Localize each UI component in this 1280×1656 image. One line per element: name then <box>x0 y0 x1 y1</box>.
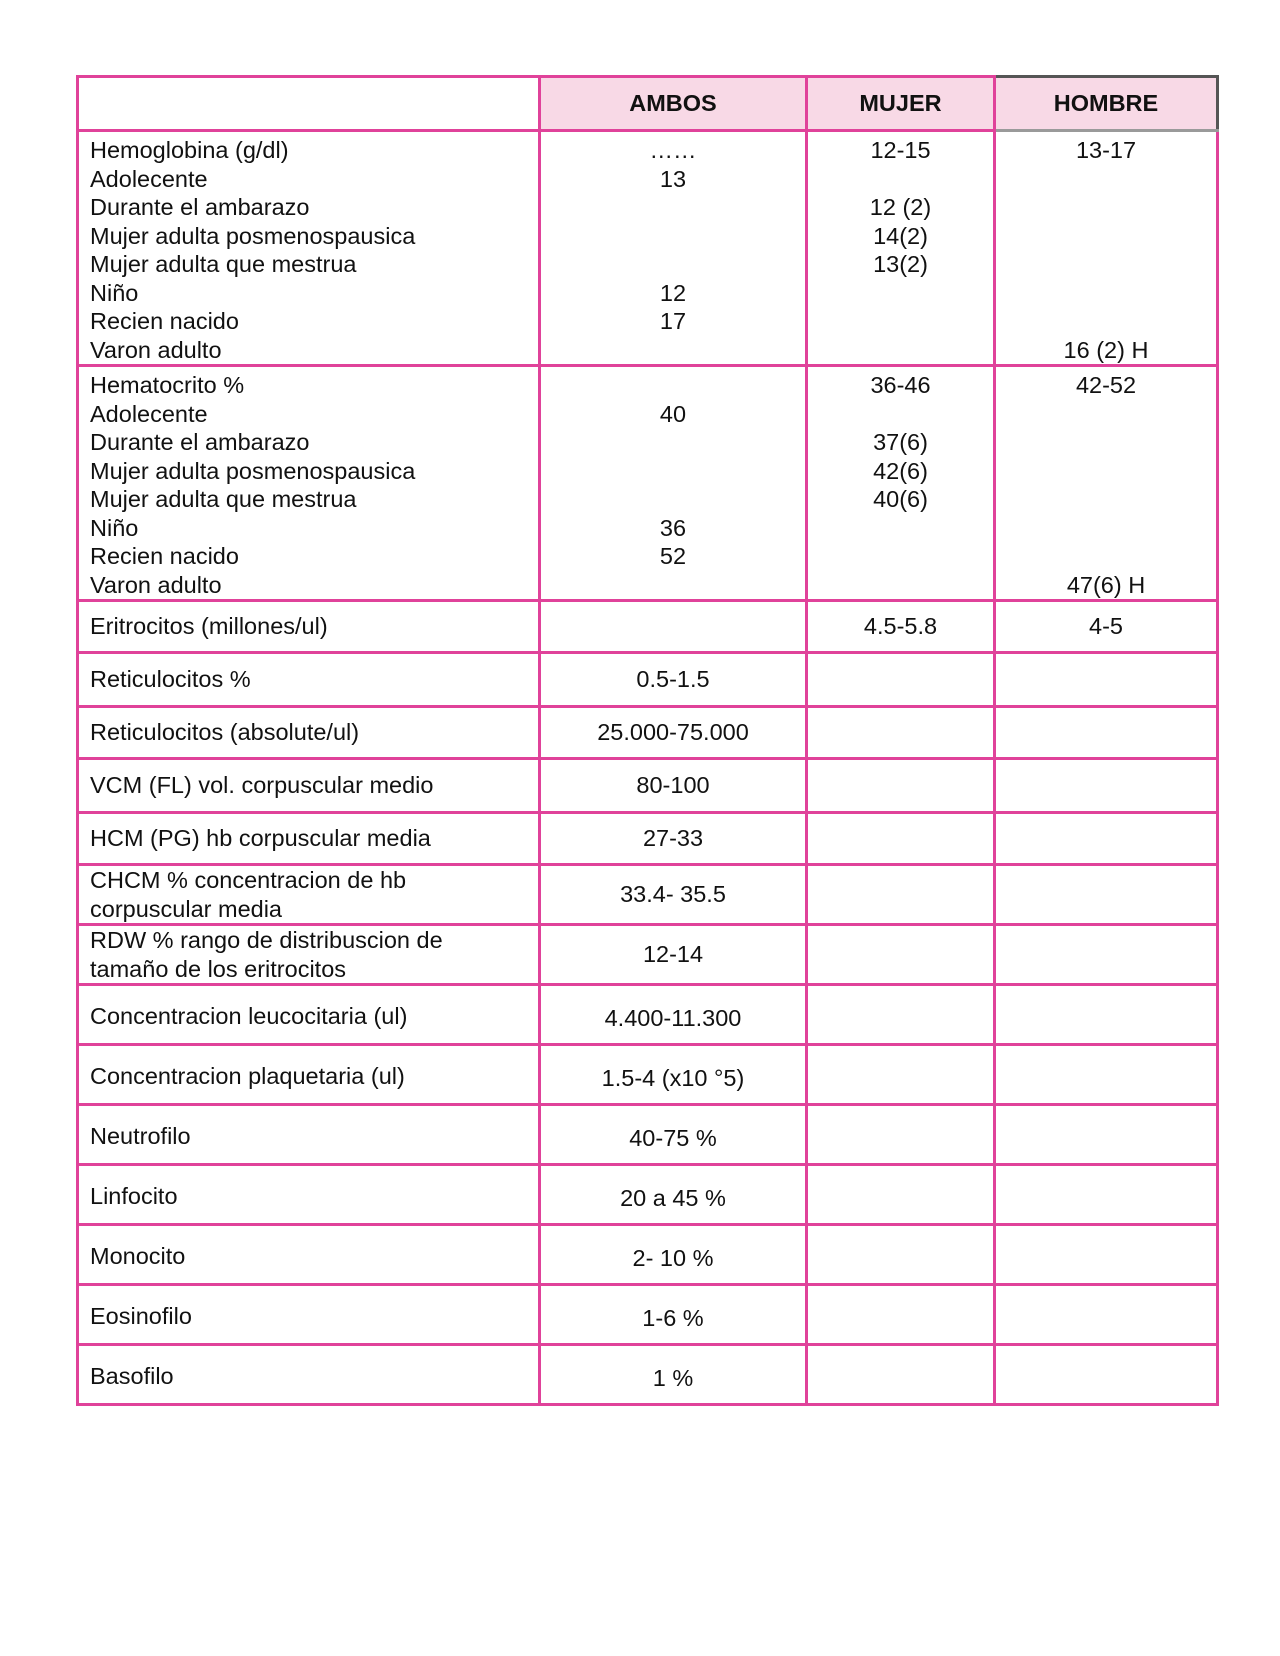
value-ambos <box>540 601 807 653</box>
label-line: Mujer adulta que mestrua <box>90 486 357 512</box>
label-line: Mujer adulta posmenospausica <box>90 222 416 249</box>
empty-cell <box>807 1105 995 1165</box>
row-label: VCM (FL) vol. corpuscular medio <box>78 759 540 813</box>
empty-cell <box>995 1165 1218 1225</box>
label-line: Niño <box>90 514 139 541</box>
value-line <box>996 307 1216 336</box>
value-ambos: 80-100 <box>540 759 807 813</box>
value-line: 17 <box>659 308 687 334</box>
value-line: 16 (2) H <box>1063 336 1149 363</box>
empty-cell <box>995 759 1218 813</box>
value-ambos: 25.000-75.000 <box>540 707 807 759</box>
label-line: Adolecente <box>90 400 208 427</box>
hemoglobina-mujer <box>807 131 995 366</box>
value-line: 36 <box>659 514 687 541</box>
hematocrito-group-row <box>78 366 1218 601</box>
empty-cell <box>995 1345 1218 1405</box>
value-line <box>808 307 993 336</box>
label-line: Mujer adulta posmenospausica <box>90 457 416 484</box>
value-mujer: 4.5-5.8 <box>807 601 995 653</box>
empty-cell <box>995 865 1218 925</box>
empty-cell <box>807 1045 995 1105</box>
row-label: Concentracion plaquetaria (ul) <box>78 1045 540 1105</box>
value-line <box>996 222 1216 251</box>
value-line <box>541 428 805 457</box>
value-line: 13-17 <box>1075 137 1137 163</box>
table-row-neutrofilo <box>78 1105 1218 1165</box>
value-line <box>808 571 993 600</box>
value-hombre: 4-5 <box>995 601 1218 653</box>
table-row-plaquetaria <box>78 1045 1218 1105</box>
row-label: HCM (PG) hb corpuscular media <box>78 813 540 865</box>
row-label: Neutrofilo <box>78 1105 540 1165</box>
value-line <box>808 165 993 194</box>
value-line: 14(2) <box>873 222 928 249</box>
table-row-basofilo <box>78 1345 1218 1405</box>
table-row-linfocito <box>78 1165 1218 1225</box>
value-ambos: 4.400-11.300 <box>540 985 807 1045</box>
value-line <box>996 400 1216 429</box>
row-label <box>78 865 540 925</box>
label-line: Durante el ambarazo <box>90 429 310 455</box>
value-line <box>996 514 1216 543</box>
value-line: 36-46 <box>870 372 931 398</box>
value-line: 40 <box>659 400 687 427</box>
table-row-eosinofilo <box>78 1285 1218 1345</box>
label-line: RDW % rango de distribuscion de <box>90 927 443 953</box>
empty-cell <box>807 1285 995 1345</box>
value-line <box>808 279 993 308</box>
hemoglobina-labels <box>78 131 540 366</box>
value-line: 37(6) <box>873 429 928 455</box>
table-row-eritrocitos <box>78 601 1218 653</box>
empty-cell <box>995 1105 1218 1165</box>
value-line <box>541 371 805 400</box>
row-label: Reticulocitos (absolute/ul) <box>78 707 540 759</box>
value-line <box>996 428 1216 457</box>
value-line <box>996 279 1216 308</box>
value-line: 47(6) H <box>1066 571 1146 598</box>
empty-cell <box>995 653 1218 707</box>
value-line <box>996 193 1216 222</box>
value-ambos: 0.5-1.5 <box>540 653 807 707</box>
table-row-hcm <box>78 813 1218 865</box>
table-row-reticulocitos-pct <box>78 653 1218 707</box>
hematocrito-labels <box>78 366 540 601</box>
row-label: Reticulocitos % <box>78 653 540 707</box>
value-line <box>996 165 1216 194</box>
empty-cell <box>995 707 1218 759</box>
value-ambos: 40-75 % <box>540 1105 807 1165</box>
row-label: Eritrocitos (millones/ul) <box>78 601 540 653</box>
label-line: Recien nacido <box>90 543 239 569</box>
row-label: Eosinofilo <box>78 1285 540 1345</box>
hemoglobina-hombre <box>995 131 1218 366</box>
value-line <box>996 250 1216 279</box>
empty-cell <box>807 985 995 1045</box>
value-line: …… <box>649 137 697 163</box>
value-line: 42-52 <box>1075 372 1137 398</box>
value-ambos: 20 a 45 % <box>540 1165 807 1225</box>
header-hombre: HOMBRE <box>995 77 1218 131</box>
value-ambos: 2- 10 % <box>540 1225 807 1285</box>
value-line: 52 <box>659 543 687 569</box>
value-line <box>808 400 993 429</box>
row-label: Monocito <box>78 1225 540 1285</box>
value-line <box>808 542 993 571</box>
row-label <box>78 925 540 985</box>
value-line <box>996 457 1216 486</box>
reference-values-table <box>76 75 1219 1406</box>
value-line <box>541 457 805 486</box>
label-line: Adolecente <box>90 165 208 192</box>
row-label: Concentracion leucocitaria (ul) <box>78 985 540 1045</box>
empty-cell <box>807 1225 995 1285</box>
header-mujer: MUJER <box>807 77 995 131</box>
label-line: Hematocrito % <box>90 372 245 398</box>
value-line <box>541 336 805 365</box>
empty-cell <box>995 1045 1218 1105</box>
table-row-chcm <box>78 865 1218 925</box>
table-row-rdw <box>78 925 1218 985</box>
value-ambos: 1-6 % <box>540 1285 807 1345</box>
empty-cell <box>807 813 995 865</box>
row-label: Linfocito <box>78 1165 540 1225</box>
empty-cell <box>995 1225 1218 1285</box>
label-line: CHCM % concentracion de hb <box>90 867 407 893</box>
value-line <box>808 336 993 365</box>
value-line <box>541 250 805 279</box>
value-line <box>996 542 1216 571</box>
empty-cell <box>807 653 995 707</box>
value-line <box>541 193 805 222</box>
empty-cell <box>807 759 995 813</box>
value-line <box>541 485 805 514</box>
hematocrito-mujer <box>807 366 995 601</box>
hemoglobina-group-row <box>78 131 1218 366</box>
empty-cell <box>807 1345 995 1405</box>
row-label: Basofilo <box>78 1345 540 1405</box>
value-line: 12-15 <box>870 137 931 163</box>
value-ambos: 33.4- 35.5 <box>540 865 807 925</box>
label-line: Mujer adulta que mestrua <box>90 251 357 277</box>
empty-cell <box>995 813 1218 865</box>
label-line: tamaño de los eritrocitos <box>90 955 347 982</box>
empty-cell <box>995 985 1218 1045</box>
label-line: Varon adulto <box>90 336 222 363</box>
hemoglobina-ambos <box>540 131 807 366</box>
empty-cell <box>807 925 995 985</box>
table-row-leucocitaria <box>78 985 1218 1045</box>
empty-cell <box>995 925 1218 985</box>
header-blank-cell <box>78 77 540 131</box>
header-ambos: AMBOS <box>540 77 807 131</box>
value-ambos: 27-33 <box>540 813 807 865</box>
header-row <box>78 77 1218 131</box>
hematocrito-ambos <box>540 366 807 601</box>
label-line: Varon adulto <box>90 571 222 598</box>
value-ambos: 12-14 <box>540 925 807 985</box>
value-ambos: 1.5-4 (x10 °5) <box>540 1045 807 1105</box>
table-row-monocito <box>78 1225 1218 1285</box>
empty-cell <box>807 1165 995 1225</box>
table-row-vcm <box>78 759 1218 813</box>
value-line: 42(6) <box>873 457 928 484</box>
value-line: 13 <box>659 165 687 192</box>
value-line <box>808 514 993 543</box>
value-ambos: 1 % <box>540 1345 807 1405</box>
value-line <box>996 485 1216 514</box>
table-row-reticulocitos-abs <box>78 707 1218 759</box>
empty-cell <box>807 707 995 759</box>
value-line: 12 <box>659 279 687 306</box>
label-line: Durante el ambarazo <box>90 194 310 220</box>
value-line: 13(2) <box>873 251 928 277</box>
value-line <box>541 571 805 600</box>
label-line: corpuscular media <box>90 895 283 922</box>
label-line: Recien nacido <box>90 308 239 334</box>
empty-cell <box>807 865 995 925</box>
hematocrito-hombre <box>995 366 1218 601</box>
value-line: 40(6) <box>873 486 928 512</box>
label-line: Niño <box>90 279 139 306</box>
empty-cell <box>995 1285 1218 1345</box>
value-line <box>541 222 805 251</box>
value-line: 12 (2) <box>869 194 932 220</box>
label-line: Hemoglobina (g/dl) <box>90 137 289 163</box>
